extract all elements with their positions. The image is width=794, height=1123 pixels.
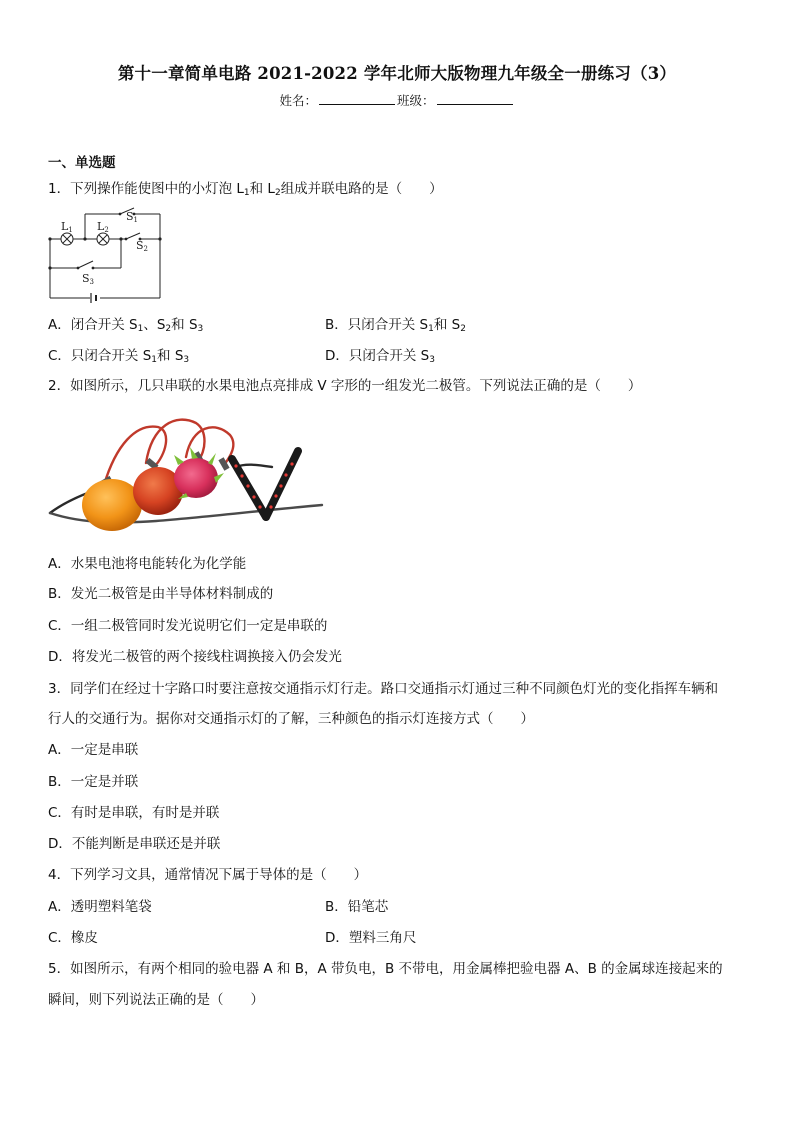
label-s2: S2 — [136, 239, 149, 253]
q1-stem-sub: 2 — [274, 188, 281, 198]
q2-stem: 2．如图所示，几只串联的水果电池点亮排成 V 字形的一组发光二极管。下列说法正确的是（ ） — [48, 378, 642, 394]
page-title: 第十一章简单电路 2021-2022 学年北师大版物理九年级全一册练习（3） — [117, 64, 677, 83]
q5-stem-line1: 5．如图所示，有两个相同的验电器 A 和 B，A 带负电，B 不带电，用金属棒把验电器 A、B 的金属球连接起来的 — [48, 961, 723, 977]
q1-option-d[interactable] — [325, 347, 435, 365]
q1-option-sub: 3 — [429, 355, 435, 365]
q1-option-sub: 3 — [197, 324, 204, 334]
q4-option-d[interactable]: D．塑料三角尺 — [325, 930, 417, 946]
q2-option-b[interactable]: B．发光二极管是由半导体材料制成的 — [48, 586, 274, 602]
name-label: 姓名： — [279, 93, 317, 108]
label-l1: L1 — [61, 220, 73, 234]
q2-option-c[interactable]: C．一组二极管同时发光说明它们一定是串联的 — [48, 618, 328, 634]
fruit-battery-led-photo — [46, 405, 336, 535]
q1-option-d-text: D．只闭合开关 S — [325, 348, 430, 364]
q3-option-d[interactable]: D．不能判断是串联还是并联 — [48, 836, 221, 852]
q2-option-a[interactable]: A．水果电池将电能转化为化学能 — [48, 556, 247, 572]
q5-stem-line2: 瞬间，则下列说法正确的是（ ） — [48, 992, 264, 1008]
q4-stem: 4．下列学习文具，通常情况下属于导体的是（ ） — [48, 867, 368, 883]
q1-option-sub: 1 — [428, 324, 434, 334]
q1-option-sub: 3 — [183, 355, 190, 365]
q1-option-a-text: 和 S — [171, 317, 198, 333]
q1-option-b-text: B．只闭合开关 S — [325, 317, 429, 333]
q1-stem-sub: 1 — [243, 188, 250, 198]
q1-option-sub: 1 — [137, 324, 144, 334]
q1-option-sub: 2 — [165, 324, 172, 334]
q1-stem-part: 组成并联电路的是（ ） — [280, 181, 443, 197]
q1-option-c[interactable] — [48, 347, 189, 365]
q1-stem-part: 和 L — [249, 181, 275, 197]
name-class-row — [0, 91, 794, 109]
q1-option-b-text: 和 S — [433, 317, 461, 333]
q1-option-c-text: C．只闭合开关 S — [48, 348, 152, 364]
q1-option-c-text: 和 S — [157, 348, 184, 364]
q1-option-b[interactable] — [325, 316, 466, 334]
label-s3: S3 — [82, 272, 95, 286]
q1-circuit-diagram — [44, 205, 168, 305]
q3-option-b[interactable]: B．一定是并联 — [48, 774, 139, 790]
q4-option-b[interactable]: B．铅笔芯 — [325, 899, 389, 915]
q4-option-c[interactable]: C．橡皮 — [48, 930, 98, 946]
label-s1: S1 — [126, 210, 139, 224]
q2-option-d[interactable]: D．将发光二极管的两个接线柱调换接入仍会发光 — [48, 649, 342, 665]
q3-option-a[interactable]: A．一定是串联 — [48, 742, 139, 758]
section-heading-single-choice: 一、单选题 — [48, 155, 116, 171]
q4-option-a[interactable]: A．透明塑料笔袋 — [48, 899, 152, 915]
name-blank[interactable] — [319, 103, 395, 105]
q1-option-a[interactable] — [48, 316, 203, 334]
label-l2: L2 — [97, 220, 109, 234]
class-blank[interactable] — [437, 103, 513, 105]
class-label: 班级： — [397, 93, 435, 108]
q3-stem-line1: 3．同学们在经过十字路口时要注意按交通指示灯行走。路口交通指示灯通过三种不同颜色灯光的变化指挥车辆和 — [48, 681, 719, 697]
q1-stem-part: 1．下列操作能使图中的小灯泡 L — [48, 181, 244, 197]
q1-option-sub: 2 — [460, 324, 466, 334]
q3-stem-line2: 行人的交通行为。据你对交通指示灯的了解，三种颜色的指示灯连接方式（ ） — [48, 711, 534, 727]
q1-option-a-text: 、S — [143, 317, 166, 333]
q1-option-sub: 1 — [151, 355, 158, 365]
q1-stem — [48, 180, 443, 198]
q3-option-c[interactable]: C．有时是串联，有时是并联 — [48, 805, 220, 821]
q1-option-a-text: A．闭合开关 S — [48, 317, 138, 333]
